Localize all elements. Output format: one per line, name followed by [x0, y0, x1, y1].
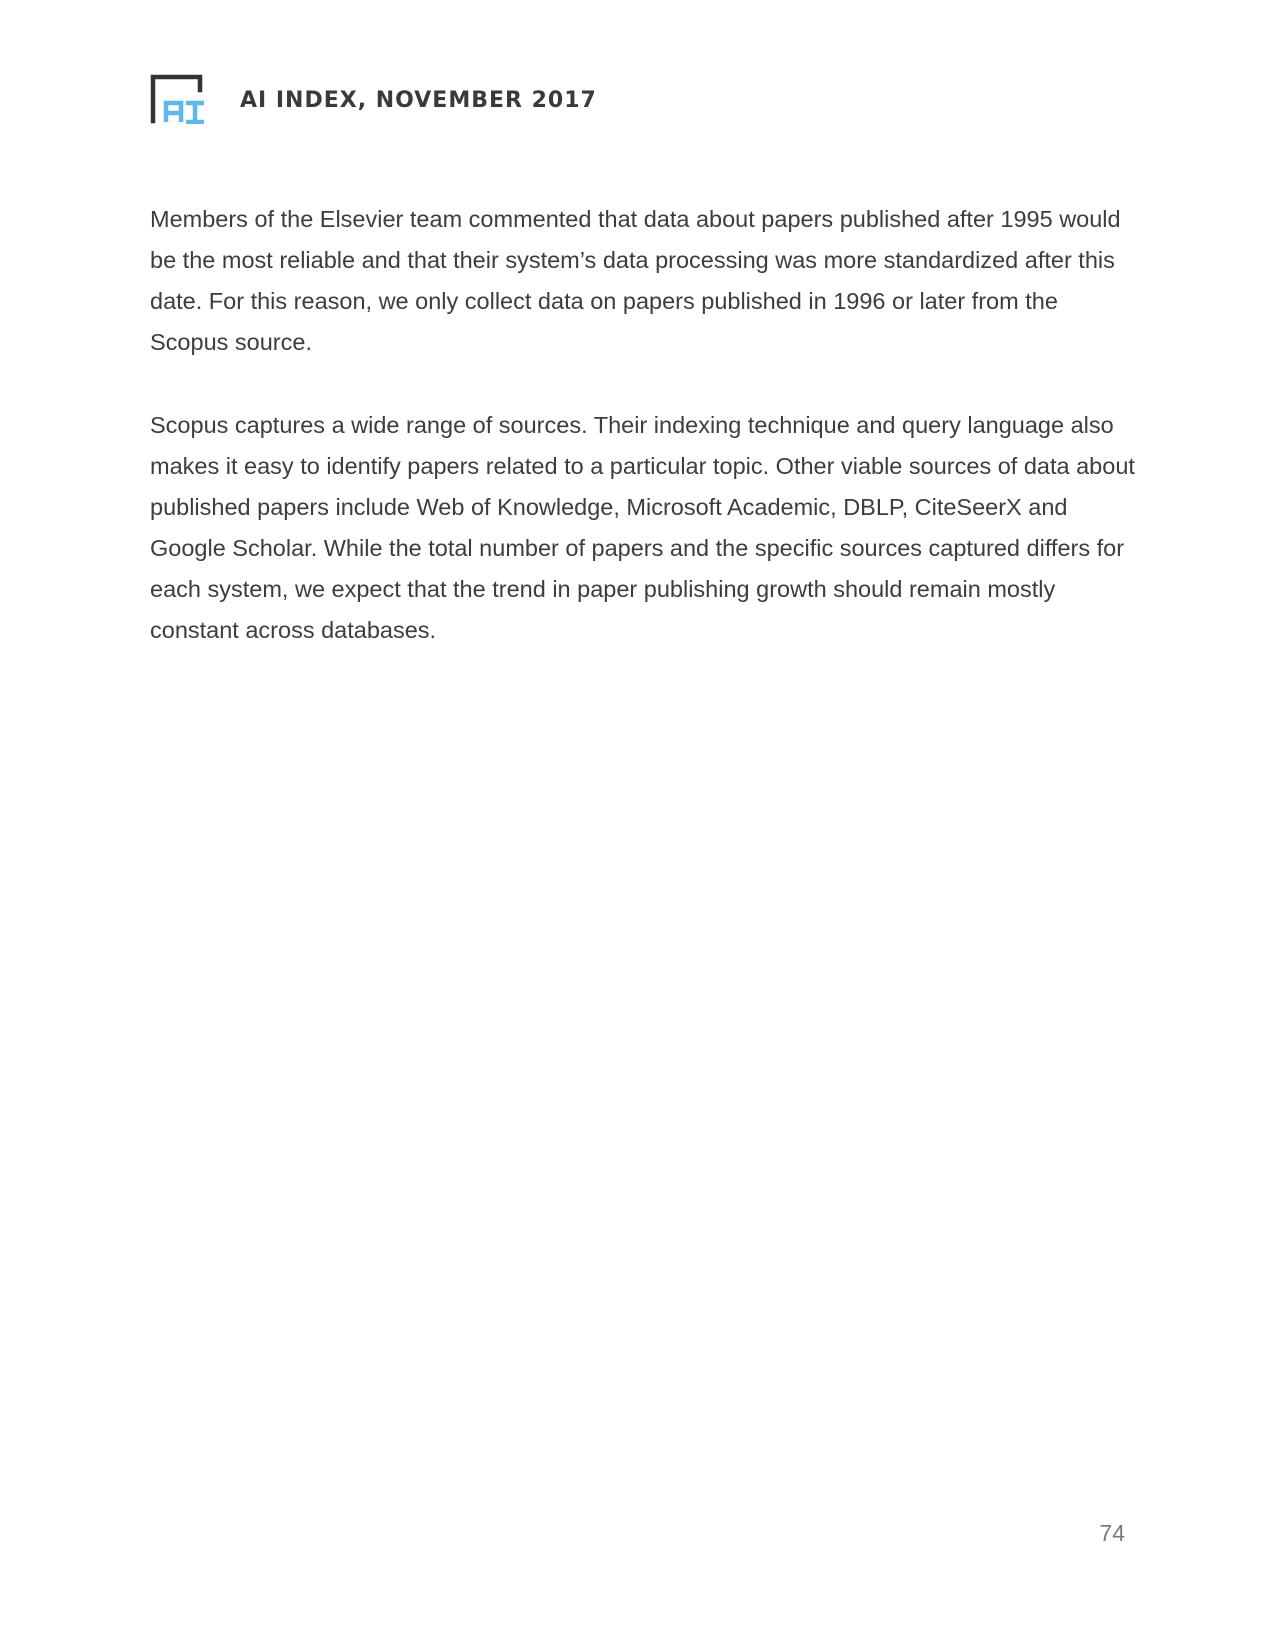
ai-index-logo — [150, 74, 206, 124]
paragraph: Scopus captures a wide range of sources. Their indexing technique and query language also makes it easy to identify papers related to a particular topic. Other viable sources of data about published papers include Web of Knowledge, Microsoft Academic, DBLP, CiteSeerX and Google Scholar. While the total number of papers and the specific sources captured differs for each system, we expect that the trend in paper publishing growth should remain mostly constant across databases. — [150, 412, 1135, 643]
page-number: 74 — [1099, 1520, 1125, 1546]
logo-ai-letters — [166, 103, 204, 122]
paragraph: Members of the Elsevier team commented that data about papers published after 1995 would be the most reliable and that their system’s data processing was more standardized after this date. For this reason, we only collect data on papers published in 1996 or later from the Scopus source. — [150, 206, 1121, 355]
body-text — [150, 199, 1135, 693]
page-header — [150, 74, 597, 124]
document-title: AI INDEX, NOVEMBER 2017 — [240, 87, 597, 113]
